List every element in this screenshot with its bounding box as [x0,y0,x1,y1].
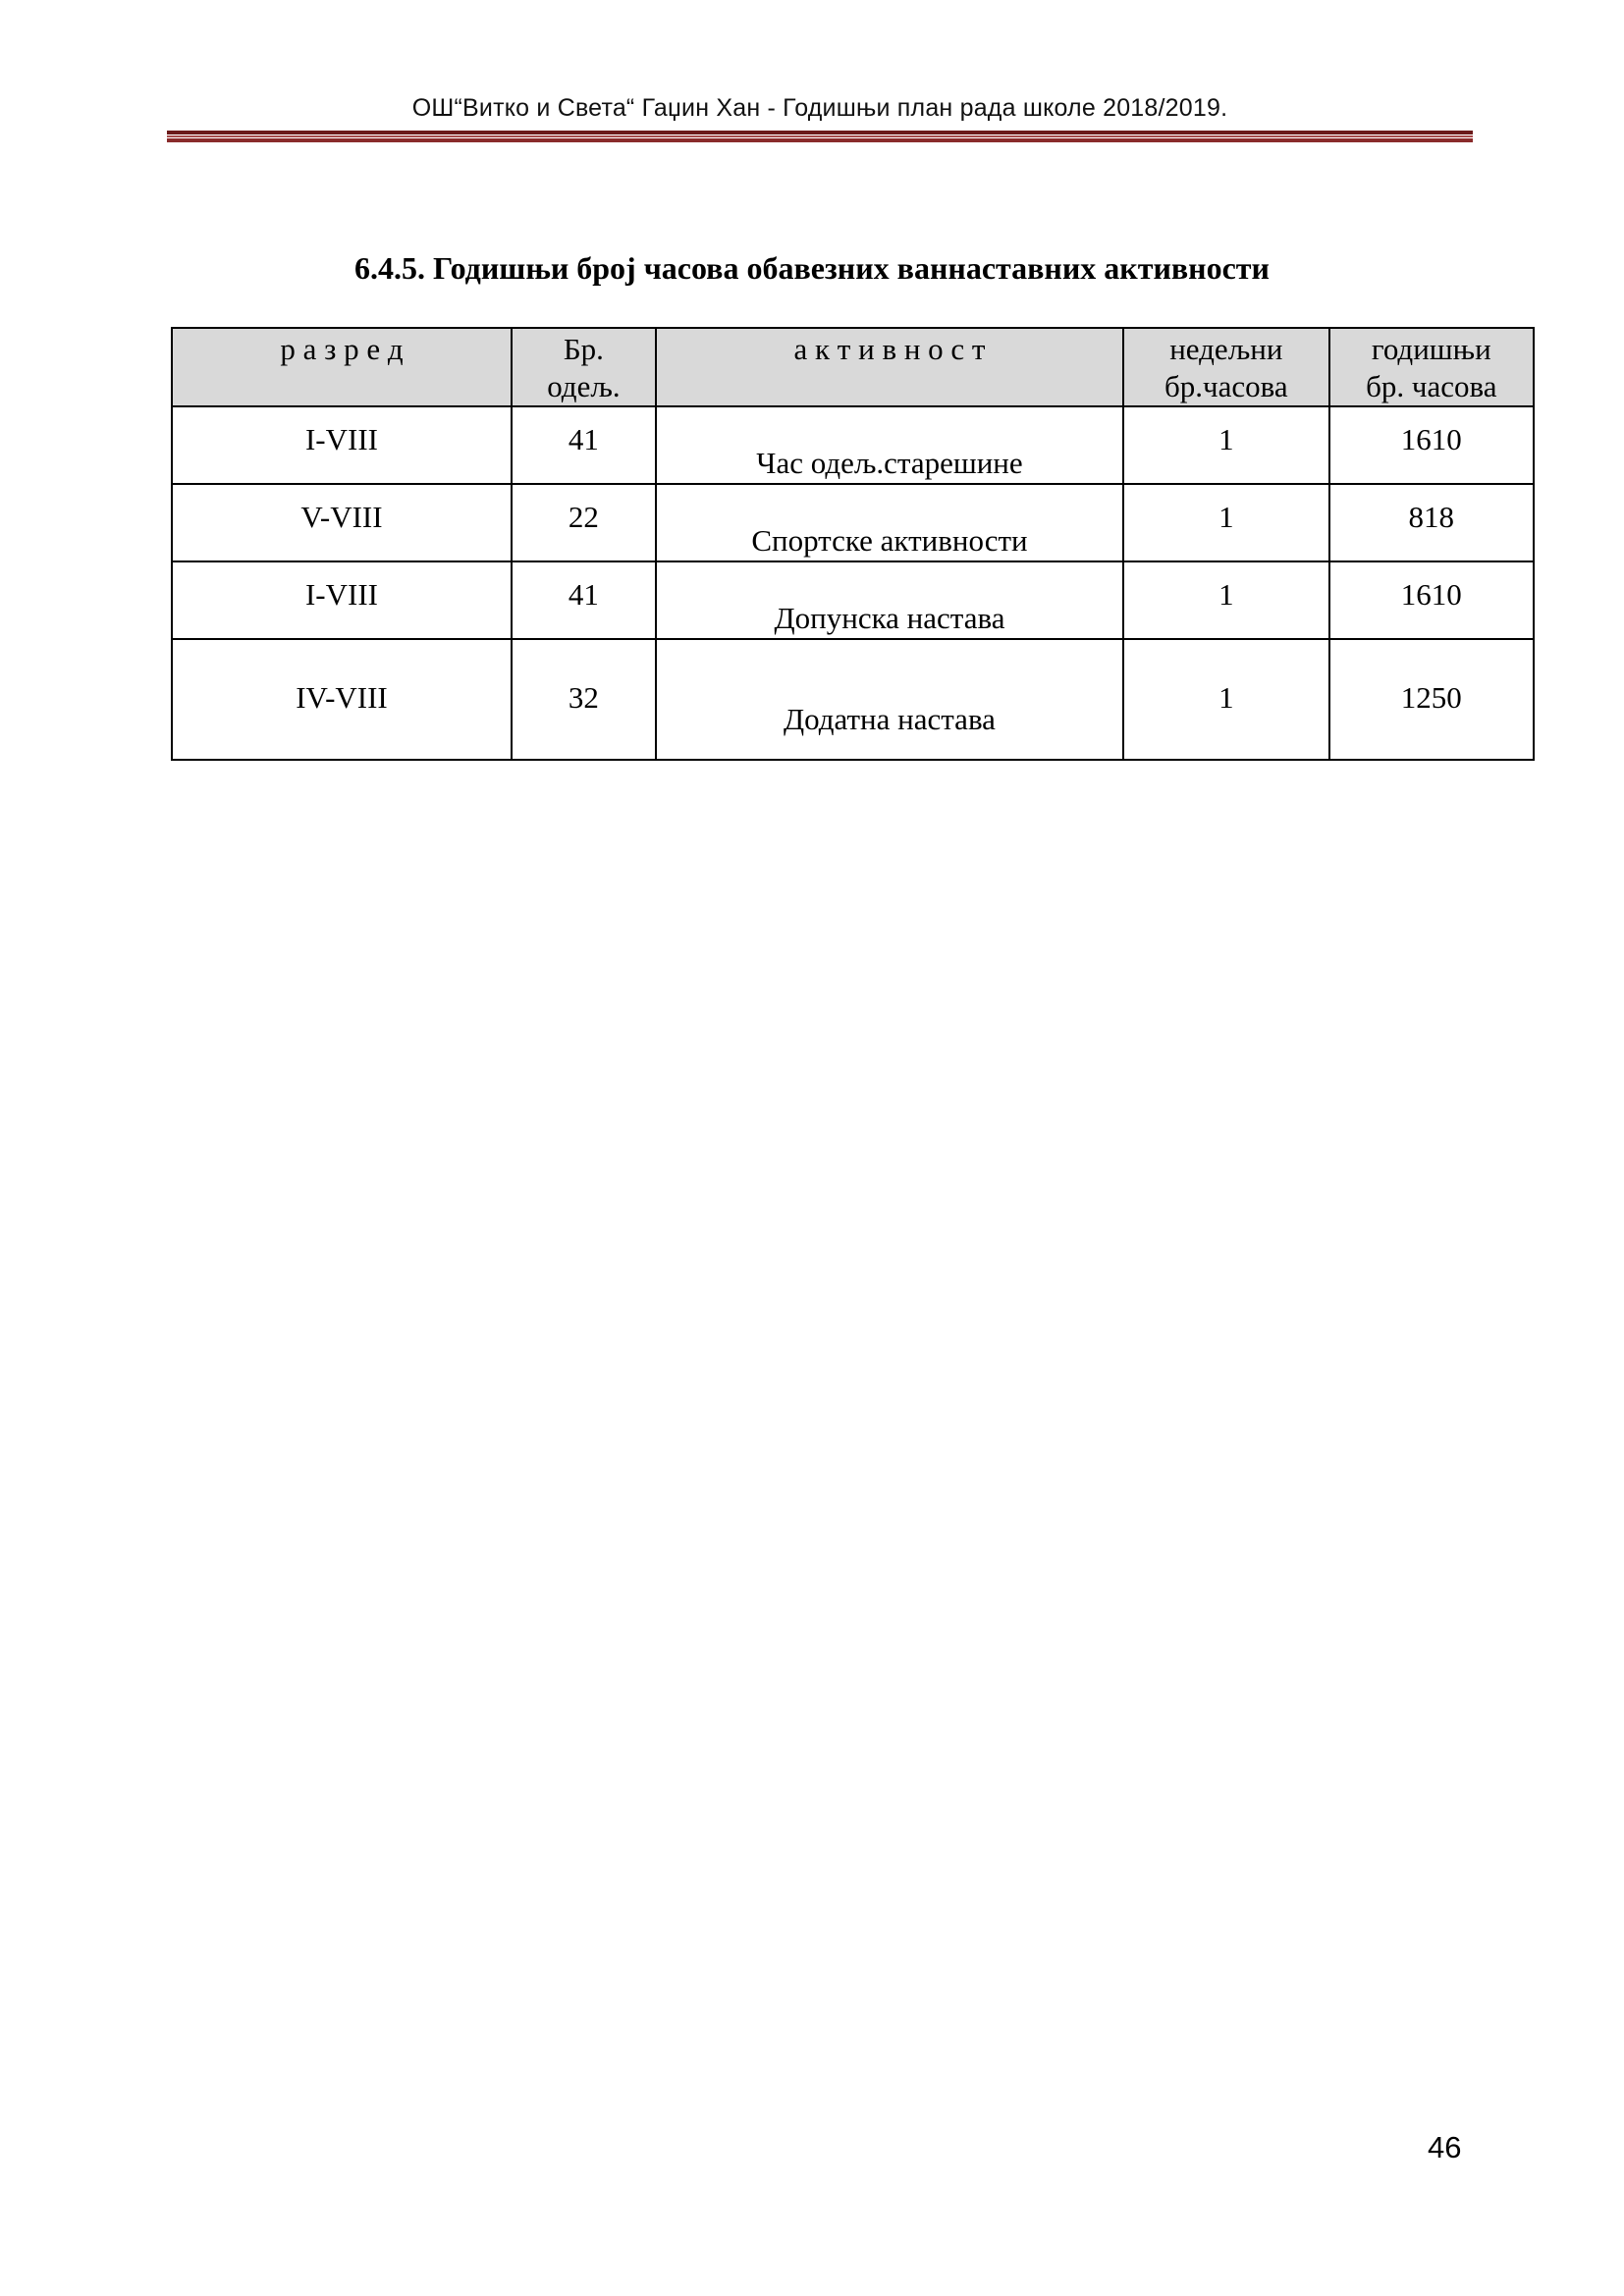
cell-weekly [1123,639,1328,760]
table-row [172,484,1534,561]
cell-weekly [1123,406,1328,484]
cell-weekly-value: 1 [1218,577,1234,612]
activities-hours-table [171,327,1535,761]
cell-grade-value: I-VIII [304,577,378,612]
cell-grade-value: V-VIII [300,500,383,534]
cell-weekly [1123,561,1328,639]
cell-activity-value: Спортске активности [751,523,1028,558]
cell-classes-value: 41 [568,577,599,612]
cell-yearly [1329,406,1534,484]
header-activity [656,328,1123,406]
cell-grade [172,406,512,484]
section-title: 6.4.5. Годишњи број часова обавезних ваннаставних активности [354,250,1270,286]
table-row [172,406,1534,484]
table-header-row [172,328,1534,406]
header-rule-line-top [167,131,1473,134]
header-yearly-hours [1329,328,1534,406]
cell-activity [656,639,1123,760]
cell-weekly-value: 1 [1218,680,1234,715]
cell-grade-value: I-VIII [304,422,378,456]
cell-classes-value: 41 [568,422,599,456]
header-yearly-line1: годишњи [1371,332,1491,366]
cell-weekly [1123,484,1328,561]
page-number: 46 [1428,2130,1462,2164]
header-grade [172,328,512,406]
header-weekly-line1: недељни [1169,332,1283,366]
cell-yearly-value: 1610 [1400,577,1462,612]
cell-yearly [1329,484,1534,561]
cell-yearly-value: 818 [1408,500,1455,534]
cell-activity-value: Додатна настава [784,702,996,736]
header-rule [167,131,1473,144]
cell-weekly-value: 1 [1218,500,1234,534]
table-row [172,639,1534,760]
header-rule-line-middle [167,135,1473,137]
cell-classes-value: 22 [568,500,599,534]
header-rule-line-bottom [167,138,1473,142]
header-classes [512,328,656,406]
cell-weekly-value: 1 [1218,422,1234,456]
cell-activity-value: Час одељ.старешине [756,446,1023,480]
cell-grade [172,561,512,639]
cell-classes [512,561,656,639]
cell-yearly-value: 1250 [1400,680,1462,715]
running-header: ОШ“Витко и Света“ Гаџин Хан - Годишњи план рада школе 2018/2019. [411,94,1228,122]
cell-grade [172,639,512,760]
cell-activity [656,484,1123,561]
cell-yearly [1329,561,1534,639]
header-classes-line2: одељ. [547,369,621,403]
cell-classes [512,484,656,561]
header-weekly-hours [1123,328,1328,406]
header-activity-label: а к т и в н о с т [793,332,986,366]
cell-classes-value: 32 [568,680,599,715]
table-row [172,561,1534,639]
cell-classes [512,406,656,484]
cell-activity-value: Допунска настава [774,601,1005,635]
header-weekly-line2: бр.часова [1164,369,1288,403]
cell-grade-value: IV-VIII [296,680,388,715]
header-yearly-line2: бр. часова [1366,369,1497,403]
cell-grade [172,484,512,561]
cell-yearly [1329,639,1534,760]
cell-activity [656,561,1123,639]
header-grade-label: р а з р е д [280,332,404,366]
cell-activity [656,406,1123,484]
header-classes-line1: Бр. [563,332,604,366]
cell-yearly-value: 1610 [1400,422,1462,456]
cell-classes [512,639,656,760]
